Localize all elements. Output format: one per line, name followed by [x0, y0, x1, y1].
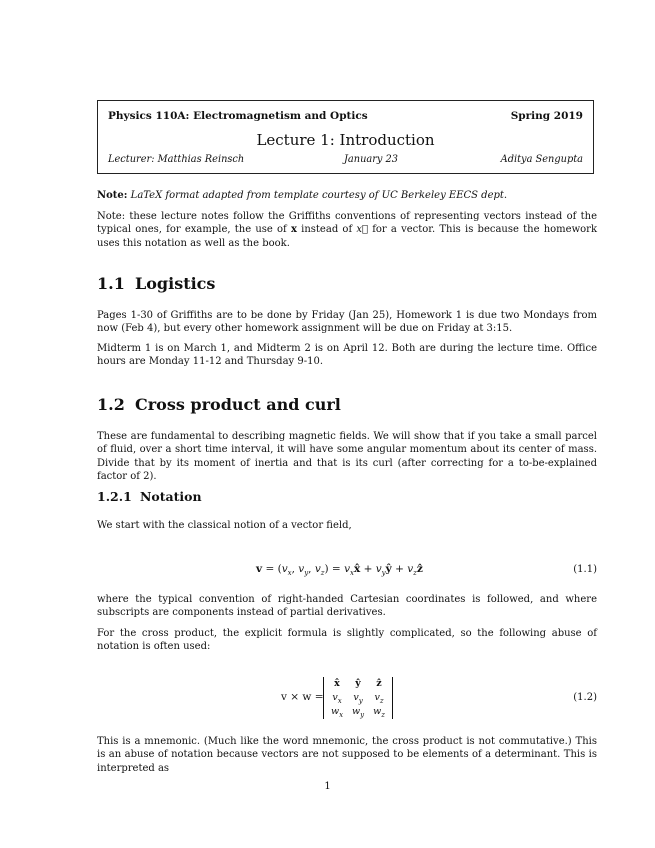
cross-product-paragraph: These are fundamental to describing magnetic fields. We will show that if you take a small parcel of fluid, over a short time interval, it will have some angular momentum about its center of mass. Divide that by its moment of inertia and that is its curl (after correcting for a to-be-explained factor of 2).: [97, 431, 597, 483]
notation-paragraph-3: For the cross product, the explicit formula is slightly complicated, so the following abuse of notation is often used:: [97, 628, 597, 653]
det-cell: $w_x$: [330, 706, 344, 719]
notation-paragraph-4: This is a mnemonic. (Much like the word mnemonic, the cross product is not commutative.) This is an abuse of notation because vectors are not supposed to be elements of a determinant. This is interpreted as: [97, 736, 597, 774]
conventions-text-c: for a vector. This is because the homework uses this notation as well as the book.: [97, 224, 597, 249]
equation-cross-lhs: v × w =: [281, 691, 324, 703]
equation-number-2: (1.2): [573, 692, 597, 703]
det-cell: $w_z$: [373, 706, 385, 719]
section-heading-logistics: [97, 274, 215, 293]
det-cell: x̂: [334, 678, 340, 689]
bold-x: x: [290, 224, 297, 236]
notation-paragraph-2: where the typical convention of right-handed Cartesian coordinates is followed, and where subscripts are components instead of partial derivatives.: [97, 594, 597, 619]
scribe: Aditya Sengupta: [500, 154, 583, 165]
term: Spring 2019: [510, 110, 583, 122]
conventions-text-b: instead of: [296, 224, 357, 236]
section-number: 1.2: [97, 395, 125, 414]
cross-product-determinant: [323, 677, 393, 719]
logistics-paragraph-1: Pages 1-30 of Griffiths are to be done by Friday (Jan 25), Homework 1 is due two Mondays from now (Feb 4), but every other homework assignment will be due on Friday at 3:15.: [97, 310, 597, 335]
subsection-number: 1.2.1: [97, 489, 132, 504]
header-top-row: [108, 110, 583, 122]
note-label: Note:: [97, 190, 128, 201]
arrow-x: x⃗: [356, 224, 368, 236]
conventions-paragraph: [97, 210, 597, 250]
lecture-title: Lecture 1: Introduction: [256, 131, 435, 149]
det-cell: $w_y$: [351, 706, 365, 719]
section-title: Logistics: [135, 274, 216, 293]
note-text: LaTeX format adapted from template courtesy of UC Berkeley EECS dept.: [130, 190, 508, 201]
lecturer: Lecturer: Matthias Reinsch: [108, 154, 245, 165]
conventions-text-a: Note: these lecture notes follow the Griffiths conventions of representing vectors instead of the typical ones, for example, the use of: [97, 211, 597, 236]
lecture-date: January 23: [344, 154, 399, 165]
det-cell: $v_x$: [332, 692, 342, 705]
header-bottom-row: [108, 154, 583, 165]
equation-number-1: (1.1): [573, 564, 597, 575]
det-cell: $v_z$: [374, 692, 384, 705]
subsection-title: Notation: [140, 489, 202, 504]
section-title: Cross product and curl: [135, 395, 341, 414]
det-cell: $v_y$: [353, 692, 363, 705]
notation-paragraph-1: We start with the classical notion of a vector field,: [97, 520, 352, 531]
course-name: Physics 110A: Electromagnetism and Optics: [108, 110, 368, 122]
det-cell: ẑ: [376, 678, 382, 689]
section-number: 1.1: [97, 274, 125, 293]
page-number: 1: [324, 781, 331, 792]
det-cell: ŷ: [355, 678, 361, 689]
lecture-header-box: [97, 100, 594, 174]
equation-vector-field: $v = (v_x$, $v_y$, $v_z$) = $v_xx̂$ + $v_yŷ$ + $v_zẑ$: [256, 563, 423, 578]
logistics-paragraph-2: Midterm 1 is on March 1, and Midterm 2 is on April 12. Both are during the lecture time. Office hours are Monday 11-12 and Thursday 9-10.: [97, 343, 597, 368]
subsection-heading-notation: [97, 489, 202, 504]
latex-note: [97, 189, 597, 202]
section-heading-cross-product: [97, 395, 341, 414]
